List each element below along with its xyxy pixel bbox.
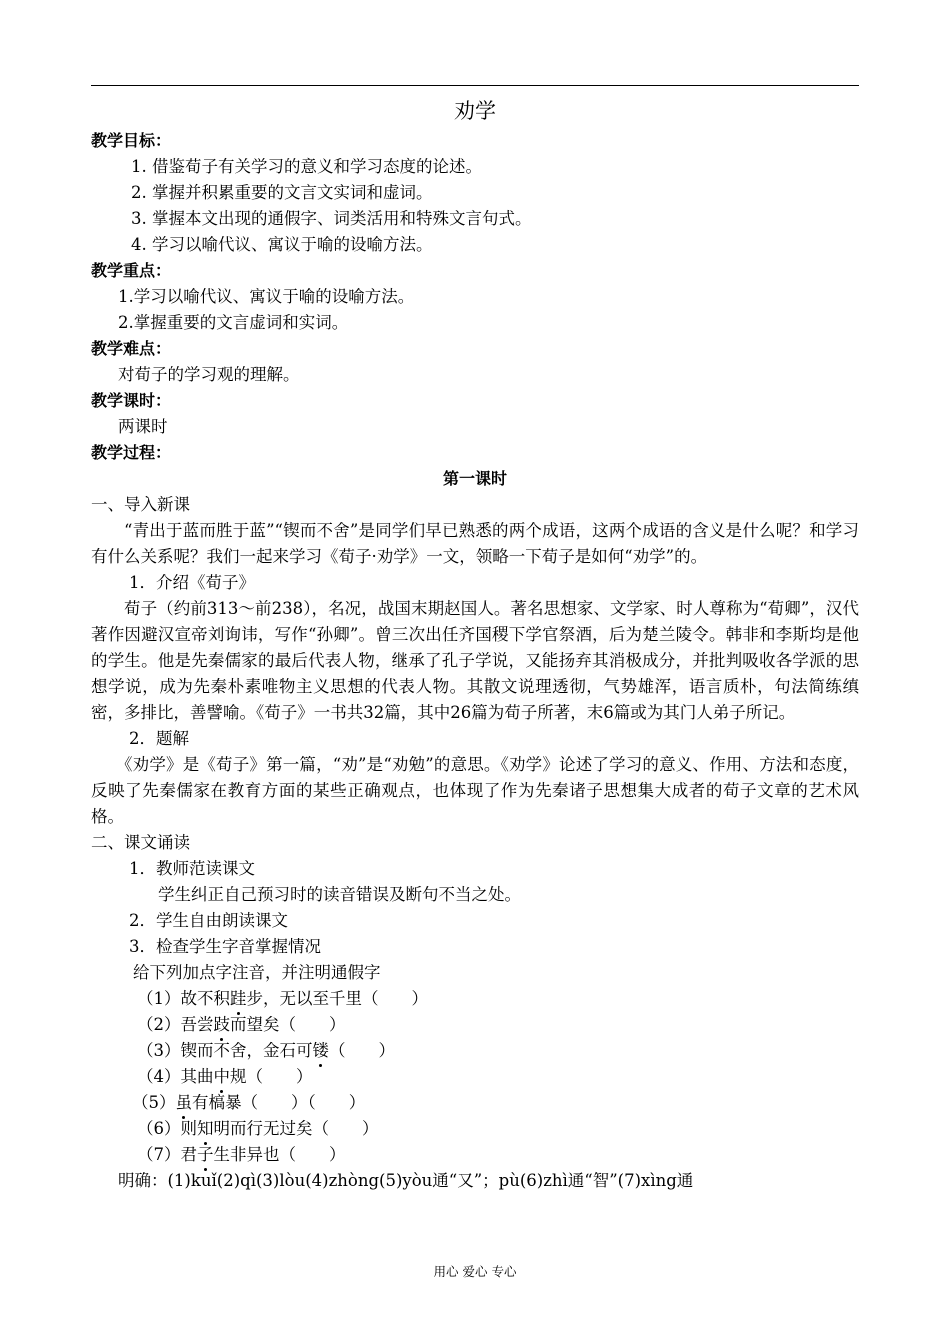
dotted-char: 镂 [313,1038,330,1064]
key-item: 1.学习以喻代议、寓议于喻的设喻方法。 [118,287,415,306]
header-rule [91,85,859,86]
document-page [91,96,859,1194]
part1-heading: 一、导入新课 [91,495,190,514]
xunzi-paragraph: 荀子（约前313～前238），名况，战国末期赵国人。著名思想家、文学家、时人尊称为“荀卿”，汉代著作因避汉宣帝刘询讳，写作“孙卿”。曾三次出任齐国稷下学官祭酒，后为楚兰陵令。韩非和李斯均是他的学生。他是先秦儒家的最后代表人物，继承了孔子学说，又能扬弃其消极成分，并批判吸收各学派的思想学说，成为先秦朴素唯物主义思想的代表人物。其散文说理透彻，气势雄浑，语言质朴，句法简练缜密，多排比，善譬喻。《荀子》一书共32篇，其中26篇为荀子所著，末6篇或为其门人弟子所记。 [91,599,859,722]
exercise-item: （6）则知明而行无过矣（ ） [91,1116,859,1142]
goals-heading: 教学目标： [91,131,172,150]
lesson-title: 第一课时 [442,469,507,488]
goal-item: 4. 学习以喻代议、寓议于喻的设喻方法。 [131,235,433,254]
dotted-char: 中 [214,1064,231,1090]
dotted-char: 跬 [230,986,247,1012]
key-item: 2.掌握重要的文言虚词和实词。 [118,313,349,332]
sub2-heading: 2．题解 [129,729,189,748]
key-heading: 教学重点： [91,261,172,280]
difficulty-text: 对荀子的学习观的理解。 [118,365,300,384]
task-text: 给下列加点字注音，并注明通假字 [133,963,381,982]
hours-heading: 教学课时： [91,391,172,410]
title-explain-paragraph: 《劝学》是《荀子》第一篇，“劝”是“劝勉”的意思。《劝学》论述了学习的意义、作用、方法和态度，反映了先秦儒家在教育方面的某些正确观点，也体现了作为先秦诸子思想集大成者的荀子文章的艺术风格。 [91,755,859,826]
exercise-item: （1）故不积跬步，无以至千里（ ） [91,986,859,1012]
step2-heading: 2．学生自由朗读课文 [129,911,288,930]
step1-text: 学生纠正自己预习时的读音错误及断句不当之处。 [158,885,521,904]
goal-item: 1. 借鉴荀子有关学习的意义和学习态度的论述。 [131,157,482,176]
exercise-item: （4）其曲中规（ ） [91,1064,859,1090]
answer-text: 明确：(1)kuǐ(2)qì(3)lòu(4)zhòng(5)yòu通“又”；pù(6)zhì通“智”(7)xìng通 [118,1171,694,1190]
goal-item: 3. 掌握本文出现的通假字、词类活用和特殊文言句式。 [131,209,532,228]
dotted-char: 子 [197,1142,214,1168]
step1-heading: 1．教师范读课文 [129,859,255,878]
dotted-char: 虽 [176,1090,193,1116]
sub1-heading: 1．介绍《荀子》 [129,573,255,592]
intro-paragraph: “青出于蓝而胜于蓝”“锲而不舍”是同学们早已熟悉的两个成语，这两个成语的含义是什么呢？和学习有什么关系呢？我们一起来学习《荀子·劝学》一文，领略一下荀子是如何“劝学”的。 [91,521,859,566]
dotted-char: 跂 [214,1012,231,1038]
page-title: 劝学 [454,99,496,123]
exercise-item: （3）锲而不舍，金石可镂（ ） [91,1038,859,1064]
exercise-item: （5）虽有槁暴（ ）（ ） [91,1090,859,1116]
exercise-item: （7）君子生非异也（ ） [91,1142,859,1168]
step3-heading: 3．检查学生字音掌握情况 [129,937,321,956]
exercise-item: （2）吾尝跂而望矣（ ） [91,1012,859,1038]
goal-item: 2. 掌握并积累重要的文言文实词和虚词。 [131,183,433,202]
hours-text: 两课时 [118,417,168,436]
difficulty-heading: 教学难点： [91,339,172,358]
dotted-char: 知 [197,1116,214,1142]
process-heading: 教学过程： [91,443,172,462]
part2-heading: 二、课文诵读 [91,833,190,852]
page-footer: 用心 爱心 专心 [433,1264,517,1279]
